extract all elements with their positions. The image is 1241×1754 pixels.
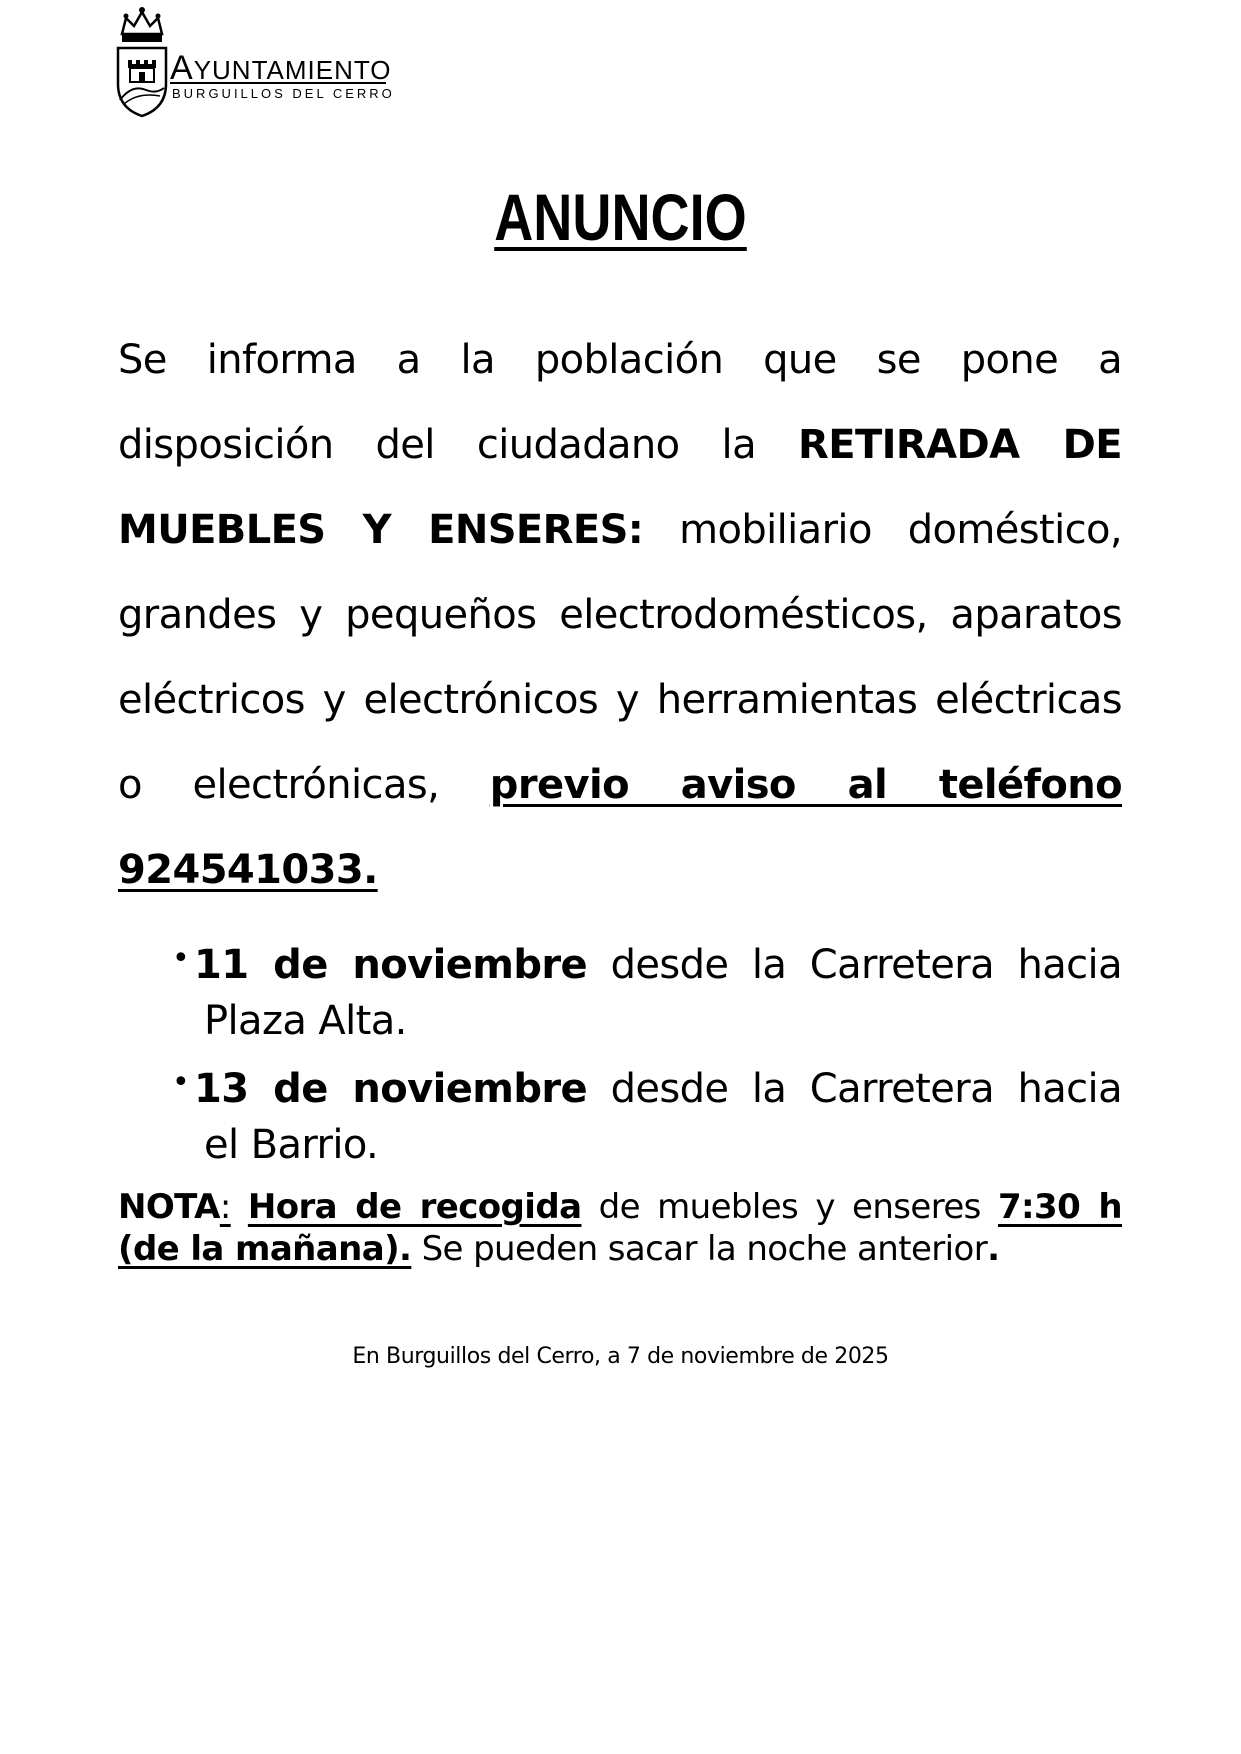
service-name: RETIRADA DE MUEBLES Y ENSERES: [118,422,1122,553]
list-item [170,1061,1122,1173]
note-middle: de muebles y enseres [598,1187,981,1227]
schedule-date: 13 de noviembre [194,1066,588,1112]
list-item [170,937,1122,1049]
org-subtitle: BURGUILLOS DEL CERRO [172,86,395,101]
schedule-destination: el Barrio. [204,1122,379,1168]
phone-number[interactable]: 924541033. [118,847,378,893]
note-label: NOTA [118,1187,220,1227]
body-intro: Se informa a la población que se pone a disposición del ciudadano la [118,337,1122,468]
schedule-destination: Plaza Alta. [204,998,407,1044]
page-title: ANUNCIO [494,180,747,254]
pickup-time-detail: (de la mañana). [118,1229,412,1269]
bullet-icon: • [172,941,190,976]
note-block [118,1186,1122,1270]
schedule-route: desde la Carretera hacia [610,1066,1122,1112]
announcement-body [118,318,1122,913]
place-date: En Burguillos del Cerro, a 7 de noviembre de 2025 [352,1344,889,1369]
municipal-logo [112,4,395,120]
schedule-route: desde la Carretera hacia [610,942,1122,988]
coat-of-arms-icon [112,4,172,120]
pickup-time: 7:30 h [998,1187,1122,1227]
pickup-label: Hora de recogida [247,1187,582,1227]
note-final-dot: . [987,1229,1000,1269]
schedule-list [170,937,1122,1185]
body-items: mobiliario doméstico, grandes y pequeños electrodomésticos, aparatos eléctricos y electrónicos y herramientas eléctricas o electrónicas, [118,507,1122,808]
org-name: AYUNTAMIENTO [170,49,392,87]
logo-divider [170,82,386,84]
note-colon: : [219,1187,231,1227]
schedule-date: 11 de noviembre [194,942,588,988]
bullet-icon: • [172,1065,190,1100]
phone-notice: previo aviso al teléfono [489,762,1122,808]
note-tail: Se pueden sacar la noche anterior [421,1229,988,1269]
